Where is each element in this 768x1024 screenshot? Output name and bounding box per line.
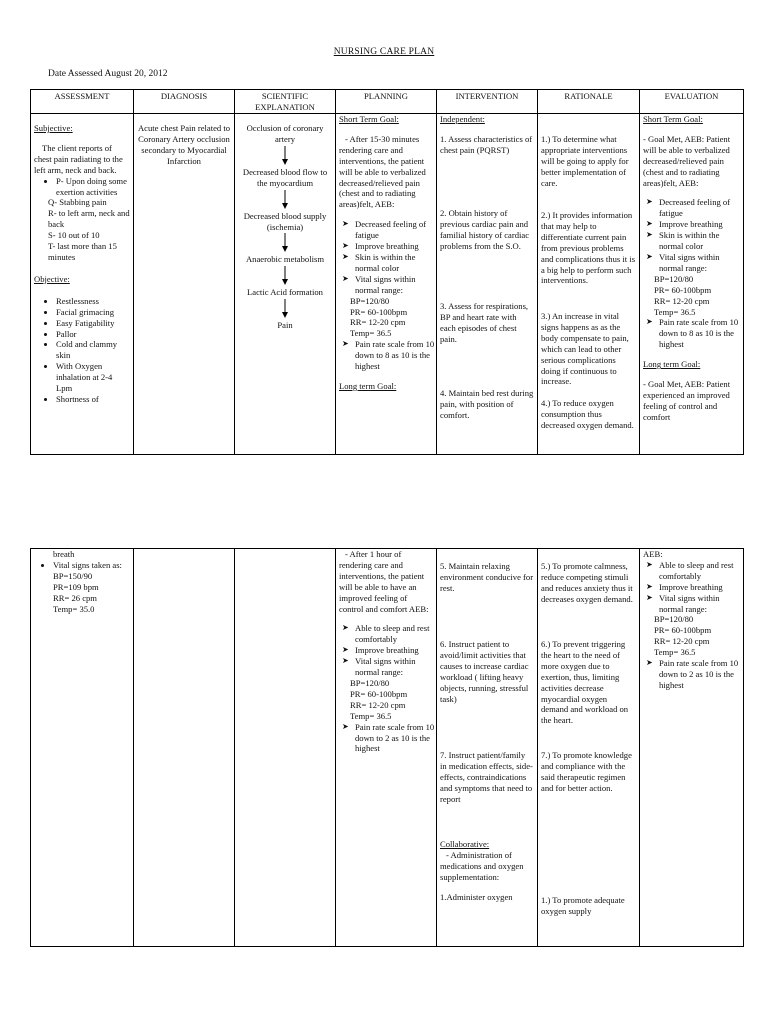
- header-assessment: ASSESSMENT: [31, 90, 134, 114]
- short-term-goal-label: Short Term Goal:: [643, 114, 703, 124]
- vital-sign: BP=120/80: [350, 295, 390, 306]
- long-term-goal-evaluation: - Goal Met, AEB: Patient experienced an improved feeling of control and comfort: [643, 379, 731, 422]
- short-term-goal-evaluation: - Goal Met, AEB: Patient will be able to verbalized decreased/relieved pain (chest and to radiating areas)felt, AEB:: [643, 133, 731, 188]
- list-item: ➤ Vital signs within normal range:: [659, 252, 743, 274]
- intervention-item: 6. Instruct patient to avoid/limit activities that causes to increase cardiac workload ( lifting heavy objects, running, stressful task): [440, 639, 529, 704]
- intervention-cell: [437, 549, 538, 947]
- list-item: ➤ Improve breathing: [355, 645, 436, 656]
- explanation-step: Lactic Acid formation: [247, 287, 323, 298]
- rationale-item: 5.) To promote calmness, reduce competing stimuli and reduces anxiety thus it decreases oxygen demand.: [541, 561, 633, 604]
- evaluation-cell: [640, 549, 744, 947]
- down-arrow-icon: [280, 299, 290, 319]
- explanation-step: Decreased blood flow to the myocardium: [242, 166, 328, 188]
- vital-sign: PR= 60-100bpm: [350, 688, 408, 699]
- table-row: [31, 114, 744, 455]
- vital-sign: BP=120/80: [350, 677, 390, 688]
- vital-sign: Temp= 36.5: [654, 306, 696, 317]
- list-item: ➤ Pain rate scale from 10 down to 2 as 10 is the highest: [355, 722, 436, 755]
- evaluation-goal-list: [640, 197, 743, 273]
- rationale-item: 4.) To reduce oxygen consumption thus decreased oxygen demand.: [541, 398, 634, 430]
- evaluation-aeb-label: AEB:: [643, 549, 663, 559]
- intervention-item: 1.Administer oxygen: [440, 891, 513, 902]
- rationale-item: 1.) To promote adequate oxygen supply: [541, 895, 625, 916]
- list-item: • Easy Fatigability: [56, 318, 130, 329]
- objective-list: [34, 296, 130, 405]
- explanation-cell: [235, 114, 336, 455]
- intervention-item: 4. Maintain bed rest during pain, with position of comfort.: [440, 387, 534, 420]
- long-term-goal-label: Long term Goal:: [339, 380, 397, 391]
- vitals-list: [31, 560, 133, 571]
- pain-scale-list: [336, 722, 436, 755]
- list-item: S- 10 out of 10: [48, 230, 100, 241]
- list-item: ➤ Skin is within the normal color: [659, 230, 743, 252]
- explanation-step: Pain: [277, 320, 293, 331]
- rationale-cell: [538, 114, 640, 455]
- pqrst-list: [34, 176, 130, 198]
- vital-sign: BP=120/80: [654, 614, 694, 625]
- independent-label: Independent:: [440, 114, 485, 124]
- vital-sign: PR= 60-100bpm: [654, 625, 712, 636]
- pain-scale-list: [336, 339, 436, 372]
- vital-sign: RR= 12-20 cpm: [654, 636, 710, 647]
- date-assessed: Date Assessed August 20, 2012: [48, 69, 168, 79]
- assessment-cell: [31, 549, 134, 947]
- header-evaluation: EVALUATION: [640, 90, 744, 114]
- planning-cell: [336, 114, 437, 455]
- list-item: ➤ Pain rate scale from 10 down to 8 as 10 is the highest: [355, 339, 436, 372]
- table-header-row: [31, 90, 744, 114]
- header-scientific-explanation: SCIENTIFIC EXPLANATION: [235, 90, 336, 114]
- care-plan-table-page-2: [30, 548, 744, 947]
- diagnosis-text: Acute chest Pain related to Coronary Artery occlusion secondary to Myocardial Infarction: [137, 123, 231, 166]
- rationale-item: 6.) To prevent triggering the heart to the need of more oxygen due to exertion, thus, limiting activities decrease myocardial oxygen demand and workload on the heart.: [541, 639, 629, 726]
- pain-scale-list: [640, 658, 743, 691]
- list-item: • With Oxygen inhalation at 2-4 Lpm: [56, 361, 130, 394]
- intervention-item: 7. Instruct patient/family in medication effects, side-effects, contraindications and symptoms that need to report: [440, 750, 533, 804]
- vital-sign: Temp= 35.0: [53, 603, 95, 614]
- collaborative-text: - Administration of medications and oxygen supplementation:: [440, 849, 524, 882]
- diagnosis-cell: [134, 549, 235, 947]
- list-item: ➤ Improve breathing: [659, 219, 743, 230]
- vital-sign: PR= 60-100bpm: [350, 306, 408, 317]
- subjective-label: Subjective:: [34, 123, 73, 133]
- list-item: ➤ Vital signs within normal range:: [355, 656, 436, 678]
- header-planning: PLANNING: [336, 90, 437, 114]
- explanation-cell: [235, 549, 336, 947]
- list-item: • Facial grimacing: [56, 307, 130, 318]
- down-arrow-icon: [280, 190, 290, 210]
- table-row: [31, 549, 744, 947]
- care-plan-table-page-1: [30, 89, 744, 455]
- list-item: ➤ Able to sleep and rest comfortably: [355, 623, 436, 645]
- list-item: Q- Stabbing pain: [48, 197, 107, 208]
- explanation-step: Occlusion of coronary artery: [246, 123, 324, 144]
- header-intervention: INTERVENTION: [437, 90, 538, 114]
- list-item: ➤ Improve breathing: [355, 241, 436, 252]
- objective-label: Objective:: [34, 273, 70, 284]
- list-item: ➤ Decreased feeling of fatigue: [355, 219, 436, 241]
- intervention-item: 3. Assess for respirations, BP and heart rate with each episodes of chest pain.: [440, 300, 529, 344]
- intervention-item: 1. Assess characteristics of chest pain (PQRST): [440, 133, 533, 155]
- list-item: ➤ Pain rate scale from 10 down to 8 as 10 is the highest: [659, 317, 743, 350]
- evaluation-goal-list: [640, 560, 743, 615]
- down-arrow-icon: [280, 233, 290, 253]
- subjective-text: The client reports of chest pain radiating to the left arm, neck and back.: [34, 142, 123, 175]
- vital-sign: Temp= 36.5: [654, 647, 696, 658]
- list-item: • Pallor: [56, 329, 130, 340]
- down-arrow-icon: [280, 146, 290, 166]
- vital-sign: RR= 12-20 cpm: [654, 295, 710, 306]
- rationale-item: 7.) To promote knowledge and compliance with the said therapeutic regimen and for better action.: [541, 750, 632, 793]
- explanation-step: Anaerobic metabolism: [245, 254, 325, 265]
- list-item: ➤ Vital signs within normal range:: [355, 274, 436, 296]
- list-item: • Cold and clammy skin: [56, 339, 130, 361]
- rationale-cell: [538, 549, 640, 947]
- intervention-item: 2. Obtain history of previous cardiac pain and familial history of cardiac problems from the S.O.: [440, 207, 530, 251]
- rationale-item: 2.) It provides information that may help to differentiate current pain from previous problems and complications thus it is a big help to perform such interventions.: [541, 210, 636, 286]
- short-term-goal-text: - After 15-30 minutes rendering care and interventions, the patient will be able to verbalized decreased/relieved pain (chest and to radiating areas)felt, AEB:: [339, 133, 426, 210]
- intervention-cell: [437, 114, 538, 455]
- assessment-cell: [31, 114, 134, 455]
- list-item: ➤ Able to sleep and rest comfortably: [659, 560, 743, 582]
- list-item: ➤ Vital signs within normal range:: [659, 593, 743, 615]
- vital-sign: RR= 26 cpm: [53, 592, 97, 603]
- header-diagnosis: DIAGNOSIS: [134, 90, 235, 114]
- explanation-step: Decreased blood supply (ischemia): [243, 210, 327, 232]
- list-item: • Restlessness: [56, 296, 130, 307]
- list-item: ➤ Improve breathing: [659, 582, 743, 593]
- list-item: • Shortness of: [56, 394, 130, 405]
- pain-scale-list: [640, 317, 743, 350]
- list-item: R- to left arm, neck and back: [48, 208, 130, 230]
- rationale-item: 3.) An increase in vital signs happens as as the body compensate to pain, which can lead to other serious complications doing if continuous to increase.: [541, 311, 629, 387]
- vital-sign: BP=150/90: [53, 570, 93, 581]
- assessment-continued-text: breath: [53, 549, 75, 559]
- header-rationale: RATIONALE: [538, 90, 640, 114]
- diagnosis-cell: [134, 114, 235, 455]
- planning-goal-list: [336, 219, 436, 295]
- list-item: T- last more than 15 minutes: [48, 241, 117, 262]
- down-arrow-icon: [280, 266, 290, 286]
- collaborative-label: Collaborative:: [440, 839, 490, 849]
- long-term-goal-text: - After 1 hour of rendering care and interventions, the patient will be able to have an improved feeling of control and comfort AEB:: [339, 549, 429, 614]
- vital-sign: Temp= 36.5: [350, 710, 392, 721]
- list-item: ➤ Skin is within the normal color: [355, 252, 436, 274]
- list-item: ➤ Decreased feeling of fatigue: [659, 197, 743, 219]
- rationale-item: 1.) To determine what appropriate interventions will be going to apply for better implementation of care.: [541, 134, 629, 188]
- vital-sign: PR=109 bpm: [53, 581, 99, 592]
- planning-goal-list: [336, 623, 436, 678]
- vital-sign: BP=120/80: [654, 273, 694, 284]
- evaluation-cell: [640, 114, 744, 455]
- vital-sign: PR= 60-100bpm: [654, 284, 712, 295]
- vital-sign: Temp= 36.5: [350, 328, 392, 339]
- vital-sign: RR= 12-20 cpm: [350, 699, 406, 710]
- short-term-goal-label: Short Term Goal:: [339, 114, 399, 124]
- document-title: NURSING CARE PLAN: [333, 47, 435, 57]
- list-item: • Vital signs taken as:: [53, 560, 133, 571]
- list-item: • P- Upon doing some exertion activities: [56, 176, 130, 198]
- planning-cell: [336, 549, 437, 947]
- vital-sign: RR= 12-20 cpm: [350, 317, 406, 328]
- long-term-goal-label: Long term Goal:: [643, 359, 701, 370]
- list-item: ➤ Pain rate scale from 10 down to 2 as 10 is the highest: [659, 658, 743, 691]
- intervention-item: 5. Maintain relaxing environment conducive for rest.: [440, 561, 534, 593]
